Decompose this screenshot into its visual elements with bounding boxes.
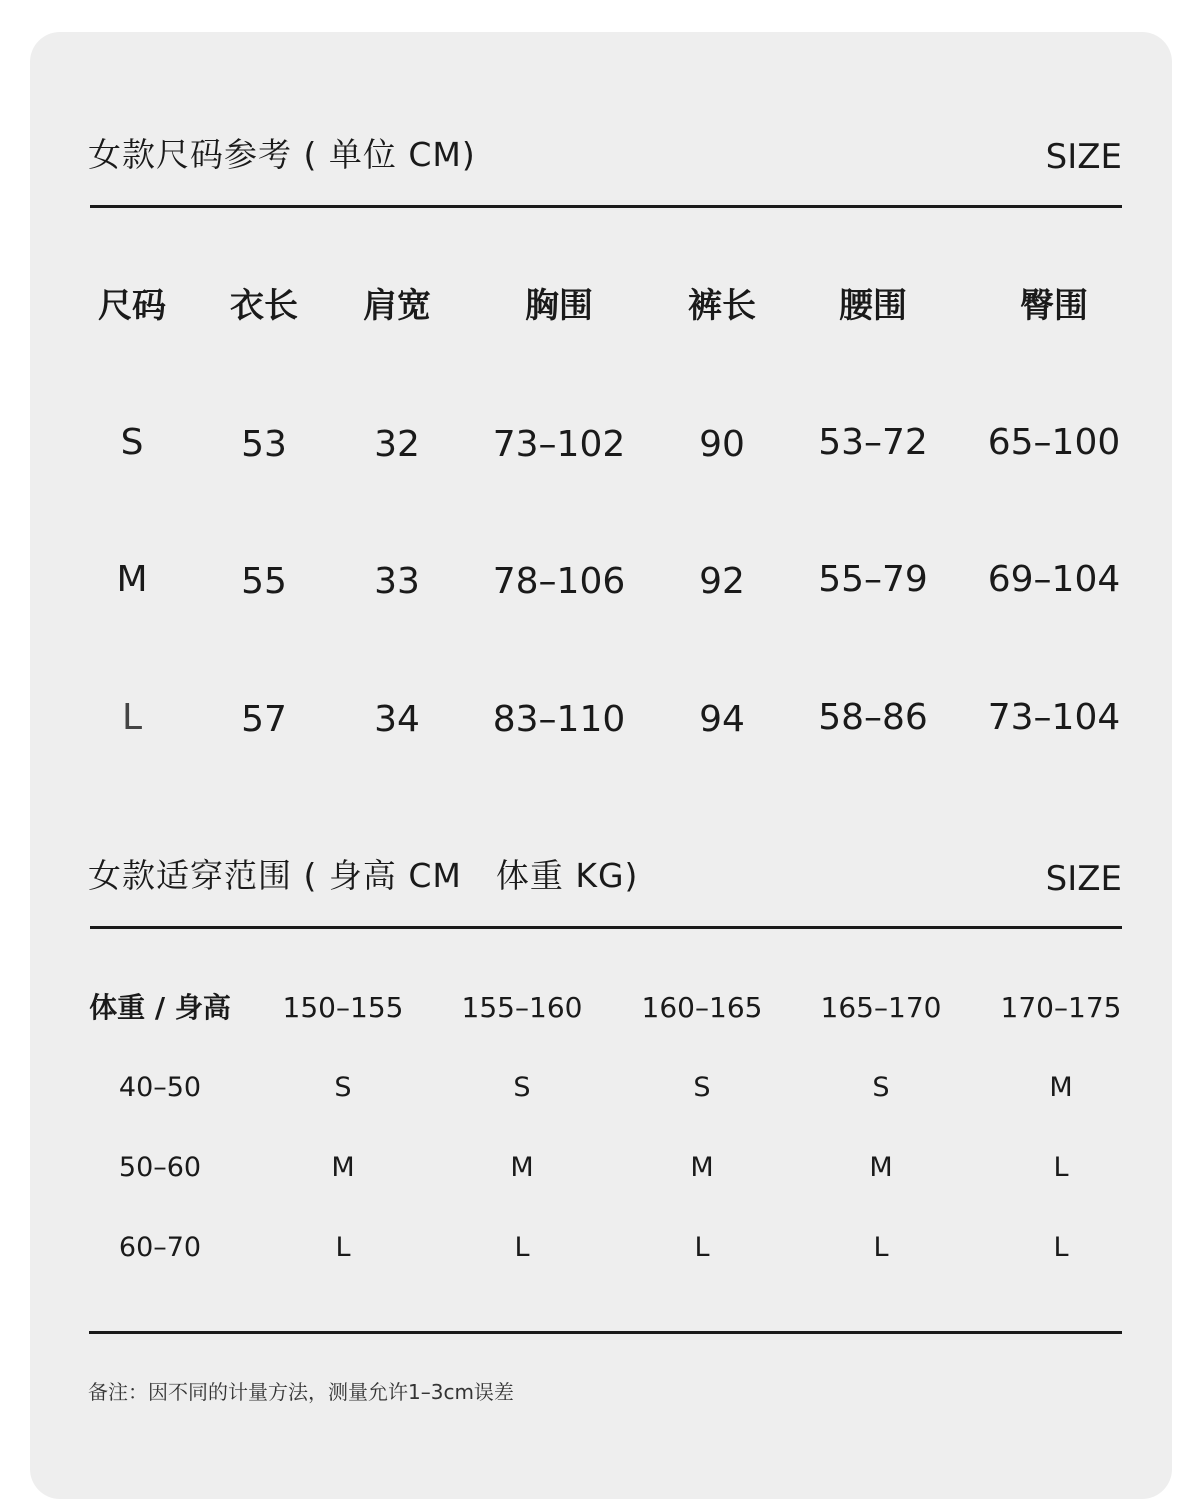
fit-range-title: 女款适穿范围 ( 身高 CM 体重 KG): [88, 856, 639, 895]
table-cell: M: [510, 1152, 534, 1183]
table-cell: 78–106: [492, 561, 626, 602]
table-cell: 55: [241, 561, 287, 602]
header-pants-length: 裤长: [688, 286, 756, 326]
header-length: 衣长: [230, 286, 298, 326]
section1-divider: [90, 205, 1122, 208]
table-cell: L: [121, 697, 143, 738]
table-cell: 34: [374, 699, 420, 740]
table-cell: 94: [699, 699, 745, 740]
table-cell: 65–100: [987, 422, 1121, 463]
table-cell: S: [693, 1072, 711, 1103]
table-cell: 40–50: [118, 1072, 202, 1103]
table-cell: 90: [699, 424, 745, 465]
measurement-note: 备注：因不同的计量方法，测量允许1–3cm误差: [88, 1380, 514, 1404]
table-cell: L: [335, 1232, 351, 1263]
table-cell: M: [1049, 1072, 1073, 1103]
size-reference-title: 女款尺码参考 ( 单位 CM): [88, 135, 476, 174]
table-cell: 73–104: [987, 697, 1121, 738]
table-cell: 60–70: [118, 1232, 202, 1263]
table-cell: L: [873, 1232, 889, 1263]
table-cell: 58–86: [818, 697, 928, 738]
table-cell: L: [1053, 1232, 1069, 1263]
table-cell: M: [869, 1152, 893, 1183]
table-cell: 73–102: [492, 424, 626, 465]
header-bust: 胸围: [525, 286, 593, 326]
header-shoulder: 肩宽: [363, 286, 431, 326]
table-cell: M: [116, 559, 148, 600]
header-height-range: 160–165: [641, 991, 763, 1024]
header-height-range: 150–155: [282, 991, 404, 1024]
table-cell: S: [513, 1072, 531, 1103]
table-cell: S: [120, 422, 144, 463]
table-cell: M: [331, 1152, 355, 1183]
header-height-range: 170–175: [1000, 991, 1122, 1024]
header-height-range: 155–160: [461, 991, 583, 1024]
table-cell: 33: [374, 561, 420, 602]
header-weight-height: 体重 / 身高: [89, 991, 231, 1024]
size-tag-2: SIZE: [1045, 859, 1122, 899]
footer-divider: [89, 1331, 1122, 1334]
table-cell: 92: [699, 561, 745, 602]
table-cell: 53: [241, 424, 287, 465]
header-height-range: 165–170: [820, 991, 942, 1024]
table-cell: 57: [241, 699, 287, 740]
table-cell: 50–60: [118, 1152, 202, 1183]
section2-divider: [90, 926, 1122, 929]
table-cell: 83–110: [492, 699, 626, 740]
table-cell: 53–72: [818, 422, 928, 463]
table-cell: S: [334, 1072, 352, 1103]
size-chart-card: [30, 32, 1172, 1499]
table-cell: 55–79: [818, 559, 928, 600]
header-waist: 腰围: [839, 286, 907, 326]
table-cell: L: [694, 1232, 710, 1263]
table-cell: L: [1053, 1152, 1069, 1183]
table-cell: 69–104: [987, 559, 1121, 600]
table-cell: S: [872, 1072, 890, 1103]
table-cell: L: [514, 1232, 530, 1263]
header-hip: 臀围: [1020, 286, 1088, 326]
header-size: 尺码: [98, 286, 166, 326]
table-cell: M: [690, 1152, 714, 1183]
table-cell: 32: [374, 424, 420, 465]
size-tag-1: SIZE: [1045, 137, 1122, 177]
